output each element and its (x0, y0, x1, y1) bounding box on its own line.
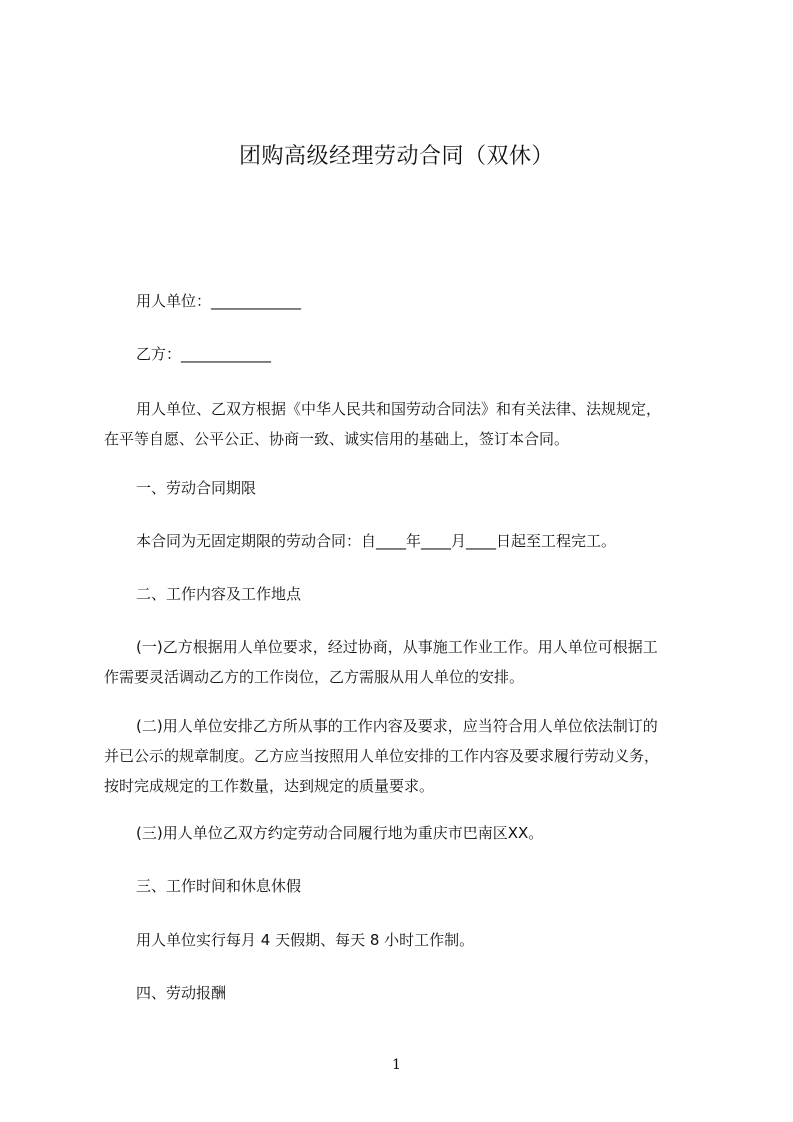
section-2-item-1 (104, 632, 704, 692)
section-3-text: 用人单位实行每月 4 天假期、每天 8 小时工作制。 (136, 931, 475, 949)
intro-line-2: 在平等自愿、公平公正、协商一致、诚实信用的基础上，签订本合同。 (104, 430, 570, 448)
section-2-item-1-line-2: 作需要灵活调动乙方的工作岗位，乙方需服从用人单位的安排。 (104, 668, 525, 686)
section-2-item-2 (104, 711, 704, 801)
section-1-heading: 一、劳动合同期限 (136, 479, 257, 497)
section-3-heading: 三、工作时间和休息休假 (136, 877, 302, 895)
party-b-field: 乙方：____________ (136, 345, 272, 363)
section-2-item-2-line-3: 按时完成规定的工作数量，达到规定的质量要求。 (104, 777, 435, 795)
section-4-heading: 四、劳动报酬 (136, 984, 227, 1002)
document-title: 团购高级经理劳动合同（双休） (238, 144, 554, 169)
section-2-item-1-line-1: (一)乙方根据用人单位要求，经过协商，从事施工作业工作。用人单位可根据工 (136, 638, 658, 656)
section-2-item-2-line-1: (二)用人单位安排乙方所从事的工作内容及要求，应当符合用人单位依法制订的 (136, 717, 658, 735)
page-number: 1 (392, 1057, 401, 1073)
section-1-text: 本合同为无固定期限的劳动合同：自____年____月____日起至工程完工。 (136, 532, 617, 550)
intro-line-1: 用人单位、乙双方根据《中华人民共和国劳动合同法》和有关法律、法规规定， (136, 400, 662, 418)
employer-field: 用人单位：____________ (136, 292, 302, 310)
intro-paragraph (104, 394, 704, 454)
section-2-item-2-line-2: 并已公示的规章制度。乙方应当按照用人单位安排的工作内容及要求履行劳动义务， (104, 747, 660, 765)
section-2-heading: 二、工作内容及工作地点 (136, 585, 302, 603)
section-2-item-3: (三)用人单位乙双方约定劳动合同履行地为重庆市巴南区XX。 (136, 824, 544, 842)
